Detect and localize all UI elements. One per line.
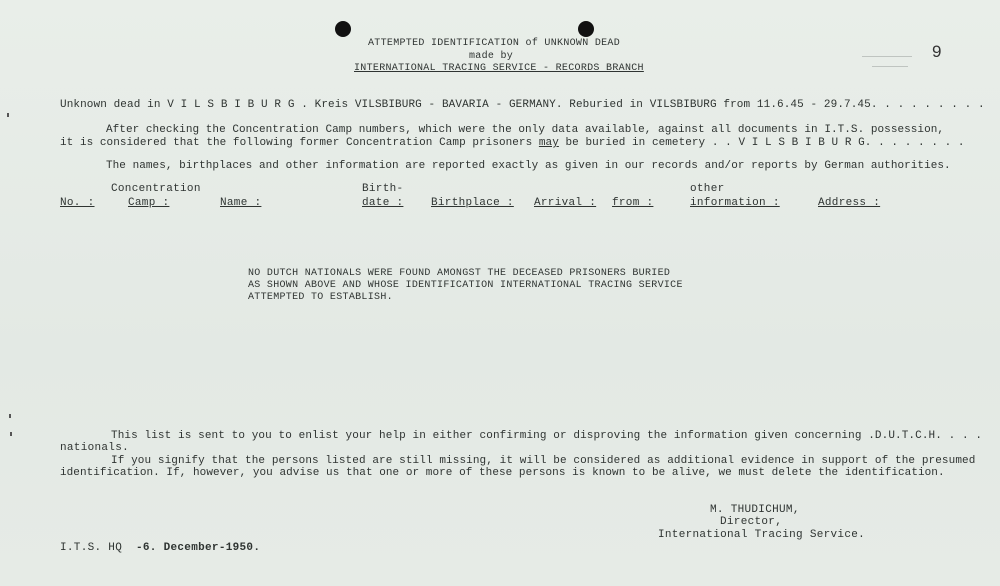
closing-line4: identification. If, however, you advise us that one or more of these persons is known to be alive, we must delete the identification. xyxy=(60,467,945,479)
margin-mark xyxy=(7,113,9,117)
signature-title: Director, xyxy=(720,516,783,528)
intro-paragraph2: The names, birthplaces and other information are reported exactly as given in our records and/or reports by German authorities. xyxy=(106,160,951,172)
header-made-by: made by xyxy=(469,51,514,62)
col-birthdate: date : xyxy=(362,197,404,209)
intro-paragraph-line1: After checking the Concentration Camp numbers, which were the only data available, against all documents in I.T.S. possession, xyxy=(106,124,945,136)
footer-date: -6. December-1950. xyxy=(136,542,261,554)
closing-line2: nationals. xyxy=(60,442,130,454)
col-other-top: other xyxy=(690,183,725,195)
margin-mark xyxy=(10,432,12,436)
col-arrival: Arrival : xyxy=(534,197,597,209)
closing-line3: If you signify that the persons listed are still missing, it will be considered as additional evidence in support of the presumed xyxy=(111,455,976,467)
closing-line1: This list is sent to you to enlist your help in either confirming or disproving the information given concerning .D.U.T.C.H. . . . xyxy=(111,430,983,442)
punch-hole-right xyxy=(578,21,594,37)
unknown-dead-line: Unknown dead in V I L S B I B U R G . Kreis VILSBIBURG - BAVARIA - GERMANY. Reburied in VILSBIBURG from 11.6.45 - 29.7.45. . . . . . . . . xyxy=(60,99,985,111)
footer-location: I.T.S. HQ xyxy=(60,542,123,554)
may-underlined: may xyxy=(538,137,559,149)
faint-stamp-line xyxy=(862,56,912,57)
signature-org: International Tracing Service. xyxy=(658,529,866,541)
notice-line3: ATTEMPTED TO ESTABLISH. xyxy=(248,292,393,303)
col-camp: Camp : xyxy=(128,197,170,209)
margin-mark xyxy=(9,414,11,418)
punch-hole-left xyxy=(335,21,351,37)
page-number: 9 xyxy=(932,42,942,61)
col-address: Address : xyxy=(818,197,881,209)
notice-line2: AS SHOWN ABOVE AND WHOSE IDENTIFICATION INTERNATIONAL TRACING SERVICE xyxy=(248,280,683,291)
col-from: from : xyxy=(612,197,654,209)
intro-line2-pre: it is considered that the following former Concentration Camp prisoners xyxy=(60,137,539,149)
notice-line1: NO DUTCH NATIONALS WERE FOUND AMONGST THE DECEASED PRISONERS BURIED xyxy=(248,268,671,279)
header-title: ATTEMPTED IDENTIFICATION of UNKNOWN DEAD xyxy=(368,38,621,49)
col-no: No. : xyxy=(60,197,95,209)
intro-line2-post: be buried in cemetery . . V I L S B I B U R G. . . . . . . . xyxy=(558,137,965,149)
col-information: information : xyxy=(690,197,780,209)
intro-paragraph-line2 xyxy=(60,137,965,149)
col-camp-top: Concentration xyxy=(111,183,201,195)
col-birthplace: Birthplace : xyxy=(431,197,514,209)
signature-name: M. THUDICHUM, xyxy=(710,504,800,516)
col-name: Name : xyxy=(220,197,262,209)
header-branch: INTERNATIONAL TRACING SERVICE - RECORDS BRANCH xyxy=(354,63,644,74)
faint-stamp-line xyxy=(872,66,908,67)
col-birth-top: Birth- xyxy=(362,183,404,195)
